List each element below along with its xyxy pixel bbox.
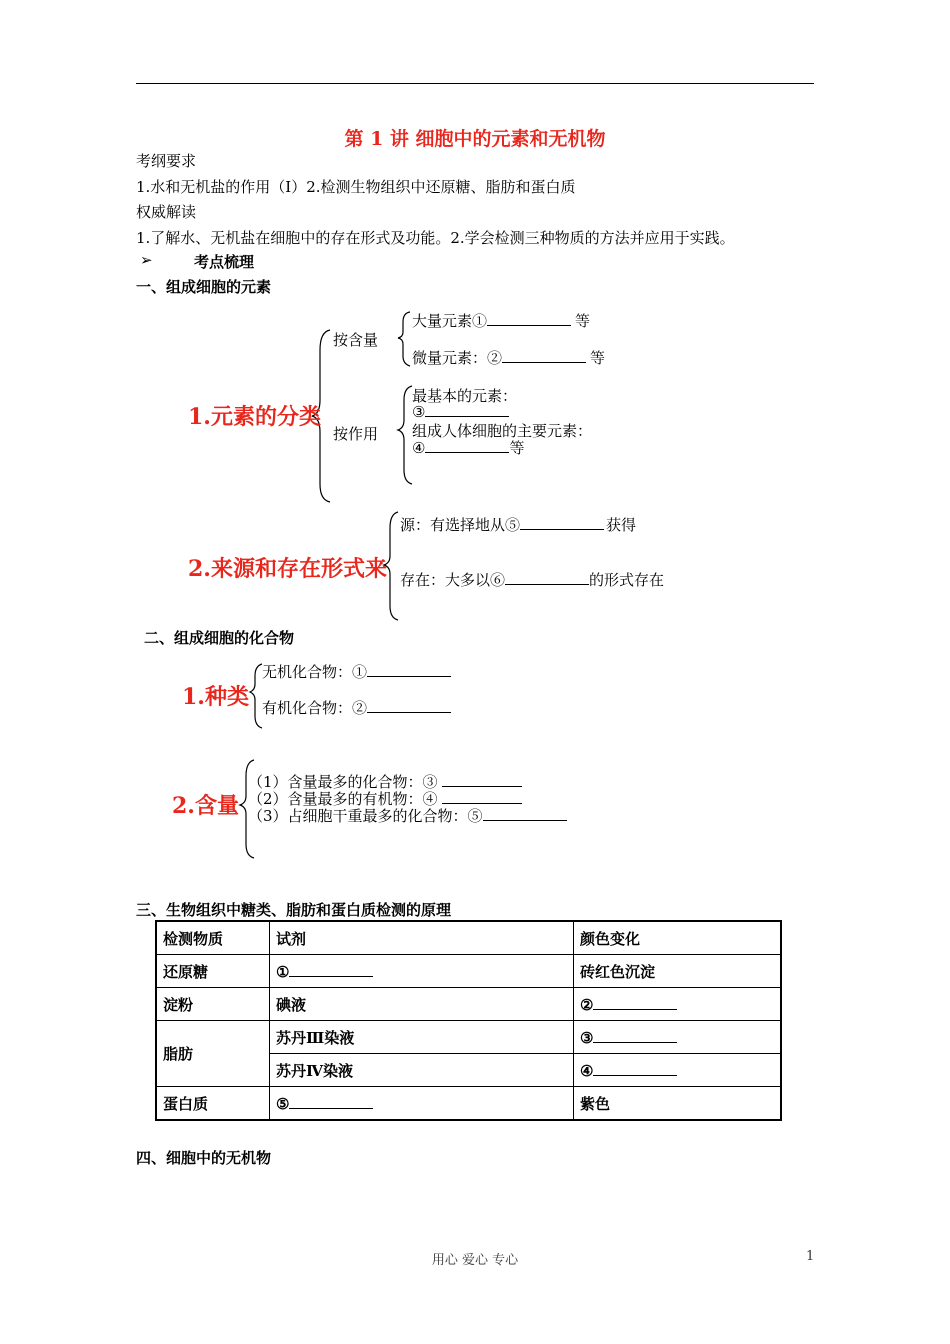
table-cell: ②	[574, 988, 782, 1021]
table-cell: ①	[270, 955, 574, 988]
inorganic-line: 无机化合物：①	[262, 661, 451, 682]
main-elements: 组成人体细胞的主要元素：	[412, 422, 593, 440]
req-text: 1.水和无机盐的作用（Ⅰ）2.检测生物组织中还原糖、脂肪和蛋白质	[136, 178, 576, 196]
table-header-cell: 检测物质	[156, 921, 270, 955]
macro-elements: 大量元素① 等	[412, 312, 591, 330]
kinds-label: 1.种类	[182, 684, 249, 710]
brace-function	[398, 386, 412, 484]
section3-heading: 三、生物组织中糖类、脂肪和蛋白质检测的原理	[136, 901, 452, 919]
table-row	[156, 955, 781, 988]
footer-text: 用心 爱心 专心	[431, 1253, 519, 1268]
by-content-label: 按含量	[333, 331, 379, 349]
source-line: 源：有选择地从⑤ 获得	[400, 516, 637, 534]
section2-heading: 二、组成细胞的化合物	[144, 629, 295, 647]
table-cell: ④	[574, 1054, 782, 1087]
table-cell: 苏丹Ⅲ染液	[270, 1021, 574, 1054]
table-cell: 砖红色沉淀	[574, 955, 782, 988]
source-label: 2.来源和存在形式来	[188, 556, 387, 582]
table-cell: 碘液	[270, 988, 574, 1021]
main-blank: ④ 等	[412, 439, 525, 457]
req-heading: 考纲要求	[136, 152, 197, 170]
table-cell: 脂肪	[156, 1021, 270, 1087]
amount-line-1: （1）含量最多的化合物：③	[248, 771, 522, 792]
table-cell: 紫色	[574, 1087, 782, 1121]
page-number: 1	[806, 1249, 815, 1264]
outline-heading: 考点梳理	[194, 253, 255, 271]
table-cell: ⑤	[270, 1087, 574, 1121]
classify-label: 1.元素的分类	[188, 404, 321, 430]
bullet-arrow-icon: ➢	[140, 251, 153, 269]
table-row	[156, 921, 781, 955]
by-function-label: 按作用	[333, 425, 379, 443]
detection-table	[155, 920, 782, 1121]
table-header-cell: 颜色变化	[574, 921, 782, 955]
table-row	[156, 988, 781, 1021]
table-row	[156, 1021, 781, 1054]
brace-kinds	[250, 664, 262, 728]
micro-elements: 微量元素：② 等	[412, 349, 606, 367]
exist-line: 存在：大多以⑥ 的形式存在	[400, 571, 665, 589]
table-header-cell: 试剂	[270, 921, 574, 955]
table-cell: 苏丹Ⅳ染液	[270, 1054, 574, 1087]
interp-text: 1.了解水、无机盐在细胞中的存在形式及功能。2.学会检测三种物质的方法并应用于实践。	[136, 229, 735, 247]
table-row	[156, 1087, 781, 1121]
table-cell: ③	[574, 1021, 782, 1054]
basic-blank: ③	[412, 402, 509, 421]
interp-heading: 权威解读	[136, 203, 197, 221]
basic-element: 最基本的元素：	[412, 387, 518, 405]
organic-line: 有机化合物：②	[262, 697, 451, 718]
table-cell: 淀粉	[156, 988, 270, 1021]
section1-heading: 一、组成细胞的元素	[136, 278, 272, 296]
page-title: 第 1 讲 细胞中的元素和无机物	[344, 128, 606, 150]
amount-line-2: （2）含量最多的有机物：④	[248, 788, 522, 809]
brace-content	[398, 312, 410, 366]
table-cell: 还原糖	[156, 955, 270, 988]
section4-heading: 四、细胞中的无机物	[136, 1149, 272, 1167]
amount-line-3: （3）占细胞干重最多的化合物：⑤	[248, 805, 567, 826]
amount-label: 2.含量	[172, 793, 239, 819]
table-cell: 蛋白质	[156, 1087, 270, 1121]
